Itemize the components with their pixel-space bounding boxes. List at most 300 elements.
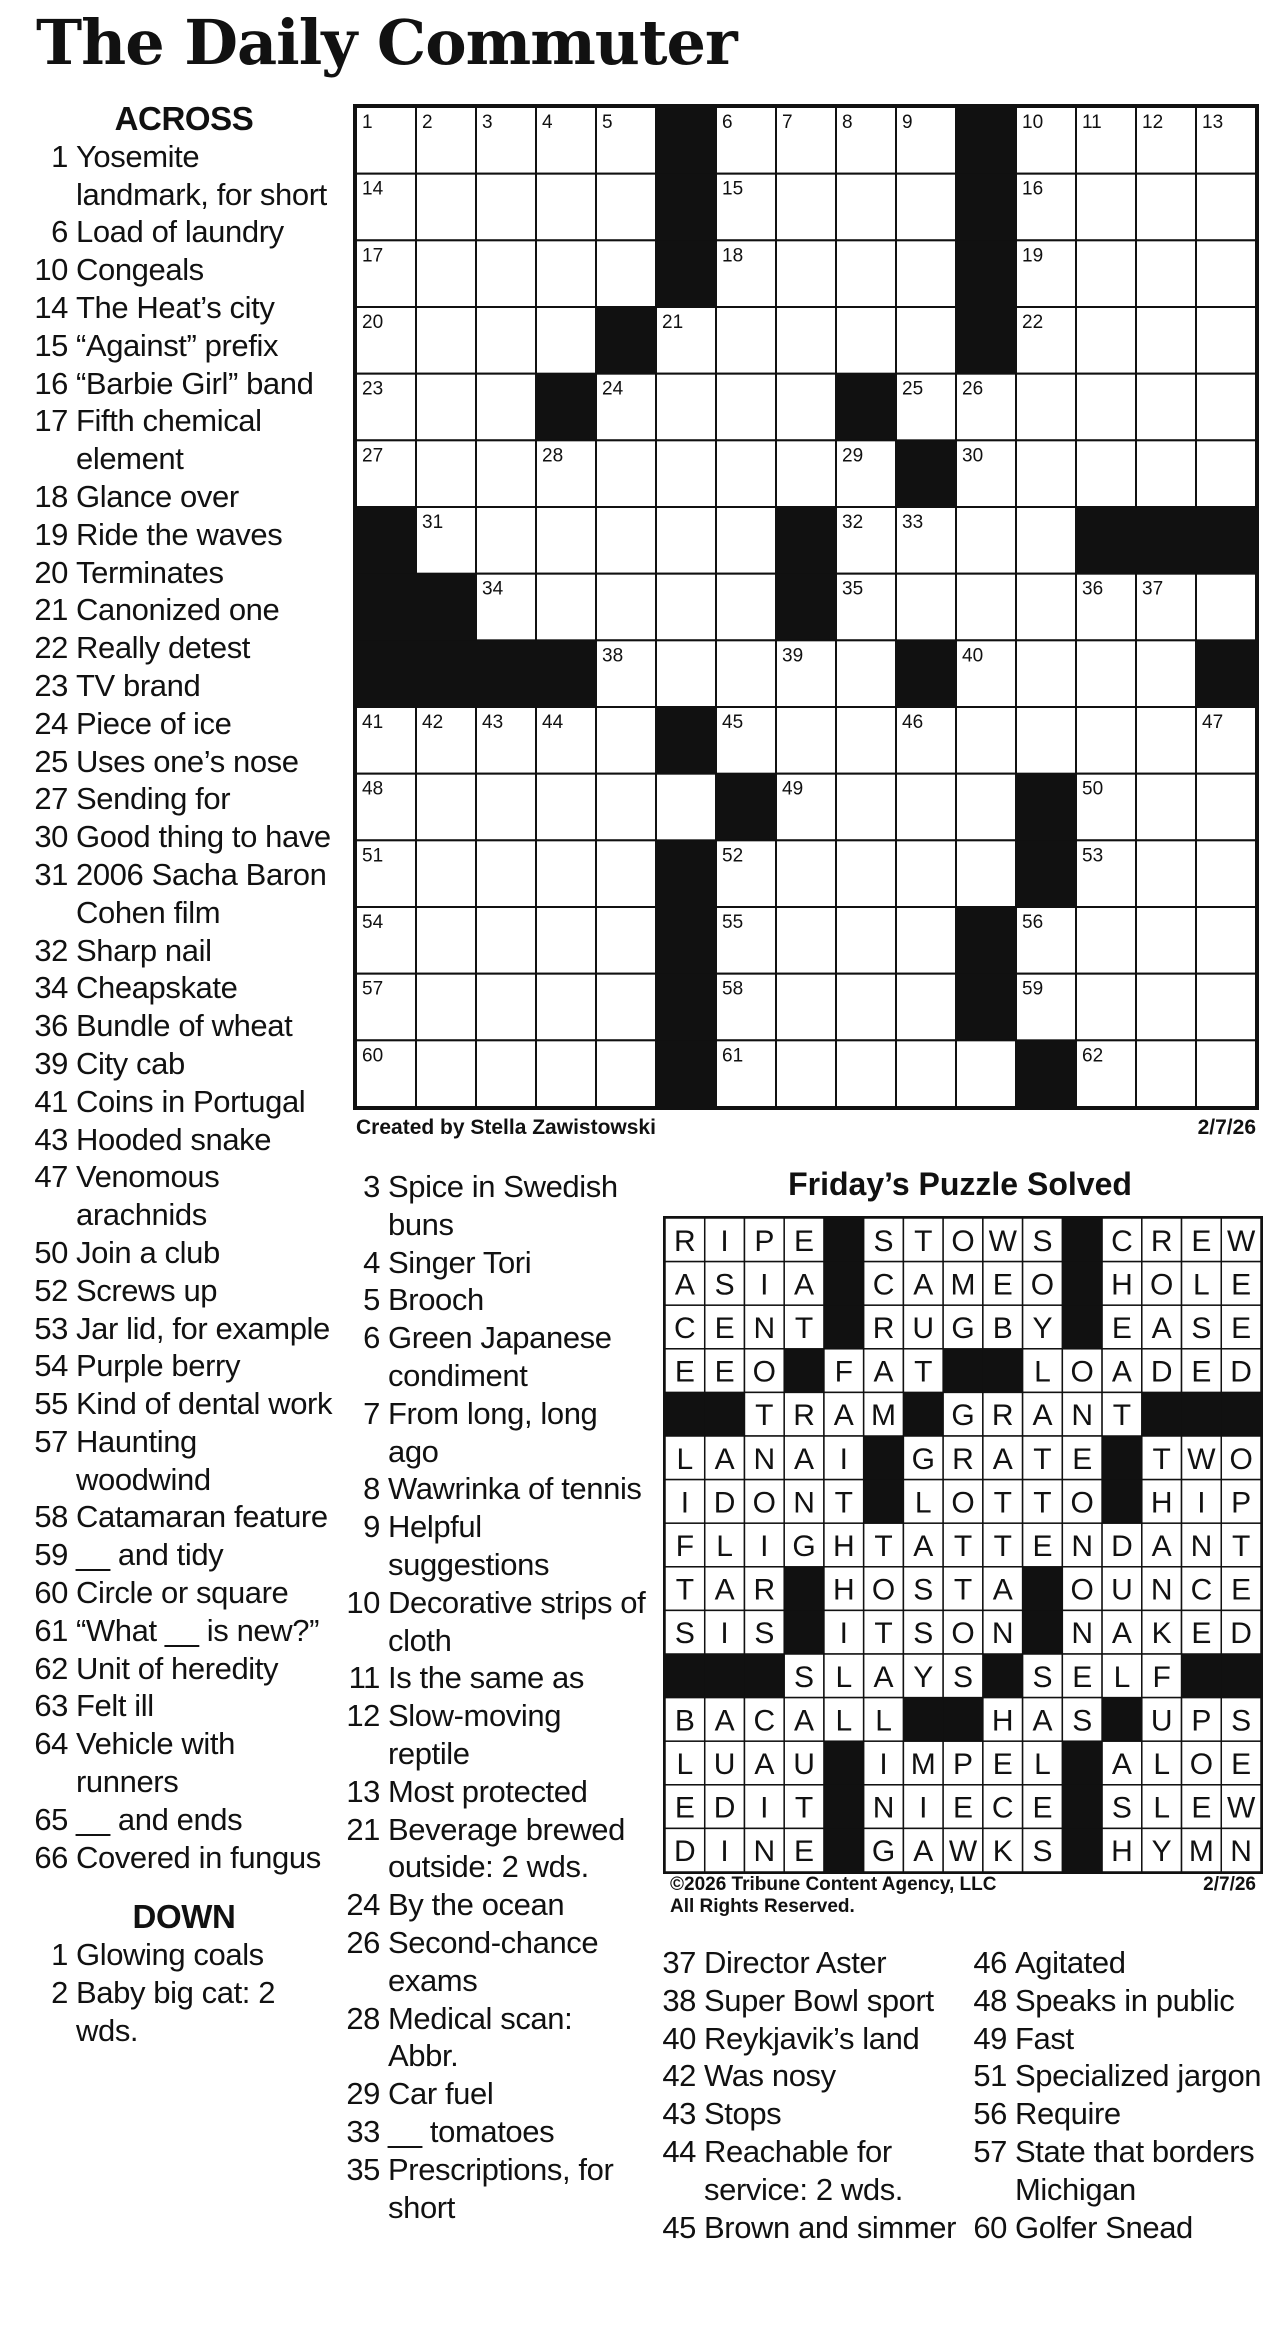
grid-cell[interactable] (476, 440, 536, 507)
cell-number: 35 (842, 578, 864, 600)
grid-cell[interactable] (656, 507, 716, 574)
clue-text: Speaks in public (1015, 1982, 1235, 2018)
clue-number: 57 (973, 2133, 1007, 2169)
grid-cell[interactable] (1196, 1040, 1256, 1107)
grid-cell[interactable] (1076, 240, 1136, 307)
black-square (416, 574, 477, 641)
clue-text: Most protected (388, 1773, 588, 1809)
grid-cell[interactable] (776, 907, 836, 974)
cell-number: 4 (542, 112, 553, 133)
grid-cell[interactable] (476, 974, 536, 1041)
solved-letter: I (1197, 1486, 1206, 1520)
solved-letter: K (992, 1835, 1013, 1869)
grid-cell[interactable] (776, 174, 836, 241)
cell-number: 52 (722, 845, 744, 867)
grid-cell[interactable] (416, 307, 476, 374)
grid-cell[interactable] (656, 774, 716, 841)
grid-cell[interactable] (1196, 440, 1256, 507)
solved-letter: N (753, 1442, 776, 1476)
clue-number: 34 (34, 970, 68, 1006)
grid-cell[interactable] (596, 240, 656, 307)
grid-cell[interactable] (596, 974, 656, 1041)
grid-cell[interactable] (836, 1040, 896, 1107)
solved-letter: E (992, 1748, 1013, 1781)
clue-item (346, 1886, 646, 1924)
clue-item (34, 1839, 334, 1877)
cell-number: 42 (422, 712, 444, 733)
grid-cell[interactable] (776, 374, 836, 441)
clue-number: 26 (346, 1924, 380, 1960)
clue-number: 59 (34, 1537, 68, 1573)
grid-cell[interactable] (596, 774, 656, 841)
solved-letter: B (674, 1704, 695, 1738)
grid-cell[interactable] (1016, 507, 1076, 574)
grid-cell[interactable] (896, 774, 956, 841)
grid-cell[interactable] (596, 840, 656, 907)
grid-cell[interactable] (416, 174, 476, 241)
clue-text: City cab (76, 1045, 185, 1081)
grid-cell[interactable] (1136, 974, 1196, 1041)
clue-number: 55 (34, 1386, 68, 1422)
cell-number: 61 (722, 1045, 744, 1067)
grid-cell[interactable] (896, 307, 956, 374)
clue-number: 13 (346, 1773, 380, 1809)
clue-item (346, 1244, 646, 1282)
grid-cell[interactable] (836, 907, 896, 974)
cell-number: 41 (362, 712, 384, 733)
solved-letter: W (948, 1835, 978, 1869)
clue-number: 20 (34, 554, 68, 590)
grid-cell[interactable] (656, 640, 716, 707)
clue-item (967, 2020, 1267, 2058)
grid-cell[interactable] (1076, 640, 1136, 707)
clue-text: Singer Tori (388, 1244, 532, 1280)
solved-letter: E (1231, 1268, 1252, 1302)
solved-letter: T (1033, 1486, 1052, 1520)
grid-cell[interactable] (416, 774, 476, 841)
grid-cell[interactable] (536, 840, 596, 907)
grid-cell[interactable] (1136, 907, 1196, 974)
grid-cell[interactable] (1016, 374, 1076, 441)
solved-black-square (784, 1349, 824, 1393)
solved-letter: T (1152, 1442, 1171, 1476)
grid-cell[interactable] (536, 774, 596, 841)
solved-letter: F (1152, 1660, 1171, 1694)
grid-cell[interactable] (776, 1040, 836, 1107)
grid-cell[interactable] (656, 374, 716, 441)
solved-letter: U (793, 1748, 815, 1781)
solved-letter: G (792, 1530, 816, 1563)
grid-cell[interactable] (1196, 774, 1256, 841)
grid-cell[interactable] (1196, 307, 1256, 374)
solved-black-square (824, 1218, 864, 1262)
grid-cell[interactable] (956, 1040, 1016, 1107)
grid-cell[interactable] (836, 240, 896, 307)
clue-item (656, 2057, 956, 2095)
cell-number: 40 (962, 645, 984, 667)
grid-cell[interactable] (896, 907, 956, 974)
clue-number: 6 (363, 1320, 380, 1356)
grid-cell[interactable] (836, 840, 896, 907)
grid-cell[interactable] (896, 840, 956, 907)
grid-cell[interactable] (836, 974, 896, 1041)
grid-cell[interactable] (836, 774, 896, 841)
black-square (536, 640, 597, 707)
clue-item (34, 138, 334, 214)
solved-letter: S (1111, 1791, 1132, 1825)
solved-letter: I (720, 1617, 729, 1651)
clue-text: Uses one’s nose (76, 743, 299, 779)
clue-text: “Barbie Girl” band (76, 365, 314, 401)
grid-cell[interactable] (1136, 707, 1196, 774)
solved-letter: L (875, 1704, 892, 1738)
grid-cell[interactable] (596, 440, 656, 507)
grid-cell[interactable] (896, 974, 956, 1041)
cell-number: 27 (362, 445, 384, 467)
grid-cell[interactable] (1196, 907, 1256, 974)
solved-black-square (983, 1349, 1023, 1393)
black-square (356, 507, 417, 574)
grid-cell[interactable] (896, 240, 956, 307)
solved-letter: A (1111, 1748, 1132, 1781)
clue-number: 8 (363, 1471, 380, 1507)
clue-text: Car fuel (388, 2076, 494, 2112)
grid-cell[interactable] (1076, 440, 1136, 507)
cell-number: 22 (1022, 312, 1044, 333)
grid-cell[interactable] (1196, 174, 1256, 241)
clue-number: 62 (34, 1650, 68, 1686)
grid-cell[interactable] (536, 574, 596, 641)
grid-cell[interactable] (476, 507, 536, 574)
clue-item (346, 2000, 646, 2076)
solved-letter: L (1113, 1660, 1131, 1694)
clue-item (967, 1982, 1267, 2020)
grid-cell[interactable] (1136, 440, 1196, 507)
grid-cell[interactable] (1196, 240, 1256, 307)
cell-number: 43 (482, 712, 504, 733)
solved-letter: E (794, 1224, 815, 1258)
grid-cell[interactable] (536, 907, 596, 974)
solved-letter: R (753, 1573, 776, 1607)
clue-number: 37 (662, 1945, 696, 1980)
cell-number: 56 (1022, 912, 1044, 933)
clue-number: 18 (34, 478, 68, 514)
grid-cell[interactable] (536, 1040, 596, 1107)
grid-cell[interactable] (1076, 907, 1136, 974)
grid-cell[interactable] (1136, 374, 1196, 441)
solved-letter: T (874, 1530, 893, 1563)
grid-cell[interactable] (1076, 707, 1136, 774)
clue-text: Prescriptions, for short (388, 2151, 614, 2225)
grid-cell[interactable] (476, 774, 536, 841)
clue-text: Glance over (76, 478, 239, 514)
solved-letter: A (873, 1355, 894, 1389)
grid-cell[interactable] (716, 374, 776, 441)
grid-cell[interactable] (1196, 574, 1256, 641)
grid-cell[interactable] (476, 840, 536, 907)
cell-number: 8 (842, 112, 853, 133)
solved-letter: O (1070, 1486, 1094, 1520)
clue-item (34, 365, 334, 403)
grid-cell[interactable] (536, 240, 596, 307)
grid-cell[interactable] (1076, 307, 1136, 374)
clue-text: Beverage brewed outside: 2 wds. (388, 1811, 625, 1885)
clue-number: 23 (34, 667, 68, 703)
grid-cell[interactable] (1136, 174, 1196, 241)
grid-cell[interactable] (956, 707, 1016, 774)
black-square (1196, 640, 1256, 707)
grid-cell[interactable] (1016, 707, 1076, 774)
grid-cell[interactable] (536, 307, 596, 374)
clue-number: 9 (363, 1509, 380, 1545)
solved-black-square (1062, 1828, 1102, 1872)
grid-cell[interactable] (1016, 640, 1076, 707)
cell-number: 50 (1082, 778, 1104, 800)
grid-cell[interactable] (836, 174, 896, 241)
cell-number: 19 (1022, 245, 1044, 267)
grid-cell[interactable] (476, 1040, 536, 1107)
clue-text: Piece of ice (76, 705, 232, 741)
cell-number: 25 (902, 378, 924, 400)
grid-cell[interactable] (596, 1040, 656, 1107)
solved-letter: A (1032, 1704, 1053, 1738)
cell-number: 3 (482, 112, 493, 133)
down-header: DOWN (132, 1898, 236, 1936)
clue-item (346, 1508, 646, 1584)
grid-cell[interactable] (656, 574, 716, 641)
clue-item (34, 1974, 334, 2050)
grid-cell[interactable] (896, 1040, 956, 1107)
cell-number: 26 (962, 378, 984, 400)
grid-cell[interactable] (956, 574, 1016, 641)
grid-cell[interactable] (836, 640, 896, 707)
clue-number: 6 (51, 214, 68, 250)
clue-item (34, 1234, 334, 1272)
solved-letter: O (752, 1486, 777, 1520)
clue-number: 66 (34, 1839, 68, 1875)
grid-cell[interactable] (776, 974, 836, 1041)
solved-letter: S (754, 1617, 775, 1651)
grid-cell[interactable] (1196, 840, 1256, 907)
clue-text: From long, long ago (388, 1395, 598, 1469)
grid-cell[interactable] (596, 574, 656, 641)
grid-cell[interactable] (476, 307, 536, 374)
clue-text: Golfer Snead (1015, 2209, 1193, 2245)
clue-text: Coins in Portugal (76, 1083, 306, 1119)
solved-letter: N (1190, 1530, 1213, 1563)
black-square (476, 640, 537, 707)
grid-cell[interactable] (416, 974, 476, 1041)
grid-cell[interactable] (416, 1040, 476, 1107)
clue-number: 21 (34, 592, 68, 628)
grid-cell[interactable] (1016, 574, 1076, 641)
clue-item (346, 1659, 646, 1697)
grid-cell[interactable] (476, 240, 536, 307)
cell-number: 57 (362, 978, 384, 1000)
grid-cell[interactable] (776, 440, 836, 507)
grid-cell[interactable] (1136, 240, 1196, 307)
grid-cell[interactable] (416, 240, 476, 307)
grid-cell[interactable] (956, 840, 1016, 907)
clue-item (967, 2209, 1267, 2247)
grid-cell[interactable] (536, 507, 596, 574)
grid-cell[interactable] (596, 174, 656, 241)
solved-letter: O (1070, 1573, 1094, 1607)
solved-letter: S (873, 1224, 894, 1258)
clue-number: 24 (346, 1887, 380, 1923)
solved-letter: S (1191, 1312, 1212, 1345)
clue-number: 42 (662, 2058, 696, 2094)
solved-black-square (864, 1436, 904, 1480)
grid-cell[interactable] (1136, 640, 1196, 707)
grid-cell[interactable] (596, 707, 656, 774)
cell-number: 46 (902, 712, 924, 733)
solved-letter: E (794, 1835, 815, 1869)
clue-text: __ and tidy (76, 1537, 224, 1573)
clue-item (346, 1773, 646, 1811)
solved-letter: S (1231, 1704, 1252, 1738)
clue-text: By the ocean (388, 1887, 565, 1923)
clue-number: 10 (34, 252, 68, 288)
grid-cell[interactable] (1136, 774, 1196, 841)
grid-cell[interactable] (1076, 374, 1136, 441)
grid-cell[interactable] (1076, 174, 1136, 241)
grid-cell[interactable] (1136, 307, 1196, 374)
clue-number: 14 (34, 289, 68, 325)
clue-text: Jar lid, for example (76, 1310, 330, 1346)
solved-letter: I (720, 1835, 729, 1869)
grid-cell[interactable] (956, 774, 1016, 841)
clue-number: 39 (34, 1045, 68, 1081)
cell-number: 2 (422, 112, 433, 133)
solved-letter: O (1149, 1268, 1174, 1302)
clue-text: Agitated (1015, 1945, 1126, 1980)
grid-cell[interactable] (1136, 840, 1196, 907)
grid-cell[interactable] (716, 440, 776, 507)
clue-text: __ and ends (76, 1801, 243, 1837)
grid-cell[interactable] (1076, 974, 1136, 1041)
clue-number: 27 (34, 781, 68, 817)
clue-text: Canonized one (76, 592, 280, 628)
black-square (956, 107, 1017, 174)
clue-text: Brown and simmer (704, 2209, 957, 2245)
grid-cell[interactable] (596, 907, 656, 974)
solved-black-square (1102, 1480, 1142, 1524)
solved-letter: A (754, 1748, 775, 1781)
clue-item (34, 1801, 334, 1839)
grid-cell[interactable] (416, 907, 476, 974)
solved-letter: O (1030, 1268, 1055, 1302)
solved-letter: L (1153, 1748, 1171, 1781)
grid-cell[interactable] (896, 174, 956, 241)
clue-item (34, 1121, 334, 1159)
clue-item (346, 1281, 646, 1319)
grid-cell[interactable] (476, 374, 536, 441)
solved-black-square (1182, 1654, 1222, 1698)
clue-item (34, 856, 334, 932)
clue-item (34, 516, 334, 554)
grid-cell[interactable] (896, 574, 956, 641)
grid-cell[interactable] (836, 707, 896, 774)
solved-letter: N (991, 1617, 1014, 1651)
solved-letter: I (919, 1791, 928, 1825)
grid-cell[interactable] (536, 974, 596, 1041)
grid-cell[interactable] (1196, 974, 1256, 1041)
clue-text: Wawrinka of tennis (388, 1471, 642, 1507)
solved-letter: R (952, 1442, 974, 1476)
grid-cell[interactable] (716, 574, 776, 641)
solved-letter: S (1072, 1704, 1093, 1738)
grid-cell[interactable] (836, 307, 896, 374)
solved-letter: L (835, 1660, 853, 1694)
cell-number: 39 (782, 645, 804, 667)
solved-letter: E (1231, 1312, 1252, 1345)
grid-cell[interactable] (536, 174, 596, 241)
grid-cell[interactable] (776, 707, 836, 774)
grid-cell[interactable] (776, 307, 836, 374)
grid-cell[interactable] (1136, 1040, 1196, 1107)
solved-letter: O (871, 1573, 896, 1607)
clue-text: Reykjavik’s land (704, 2020, 920, 2056)
grid-cell[interactable] (416, 440, 476, 507)
clue-number: 65 (34, 1801, 68, 1837)
grid-cell[interactable] (476, 907, 536, 974)
black-square (356, 640, 417, 707)
grid-cell[interactable] (656, 440, 716, 507)
puzzle-credit: Created by Stella Zawistowski (356, 1116, 656, 1139)
grid-cell[interactable] (776, 840, 836, 907)
grid-cell[interactable] (956, 507, 1016, 574)
solved-letter: E (1191, 1224, 1212, 1258)
solved-letter: S (714, 1268, 735, 1302)
clue-item (34, 289, 334, 327)
solved-letter: Y (913, 1660, 934, 1694)
grid-cell[interactable] (476, 174, 536, 241)
crossword-grid[interactable] (353, 104, 1259, 1110)
clue-item (34, 1725, 334, 1801)
cell-number: 17 (362, 245, 384, 267)
clue-item (346, 1168, 646, 1244)
grid-cell[interactable] (1016, 440, 1076, 507)
solved-letter: A (1111, 1617, 1132, 1651)
solved-letter: L (1193, 1268, 1210, 1302)
black-square (656, 107, 717, 174)
grid-cell[interactable] (416, 374, 476, 441)
clue-number: 58 (34, 1499, 68, 1535)
grid-cell[interactable] (416, 840, 476, 907)
grid-cell[interactable] (1196, 374, 1256, 441)
solved-grid (663, 1216, 1263, 1874)
clue-item (967, 2095, 1267, 2133)
grid-cell[interactable] (596, 507, 656, 574)
cell-number: 30 (962, 445, 984, 467)
grid-cell[interactable] (776, 240, 836, 307)
clue-text: Stops (704, 2096, 782, 2132)
grid-cell[interactable] (716, 507, 776, 574)
grid-cell[interactable] (716, 307, 776, 374)
solved-letter: N (1150, 1573, 1173, 1607)
clue-text: Is the same as (388, 1660, 584, 1696)
solved-letter: D (1150, 1355, 1173, 1389)
clue-number: 45 (662, 2209, 696, 2245)
black-square (776, 574, 837, 641)
solved-black-square (1023, 1567, 1063, 1611)
solved-black-square (1102, 1436, 1142, 1480)
grid-cell[interactable] (716, 640, 776, 707)
clue-text: Brooch (388, 1282, 484, 1318)
solved-letter: A (992, 1442, 1013, 1476)
black-square (1076, 507, 1137, 574)
